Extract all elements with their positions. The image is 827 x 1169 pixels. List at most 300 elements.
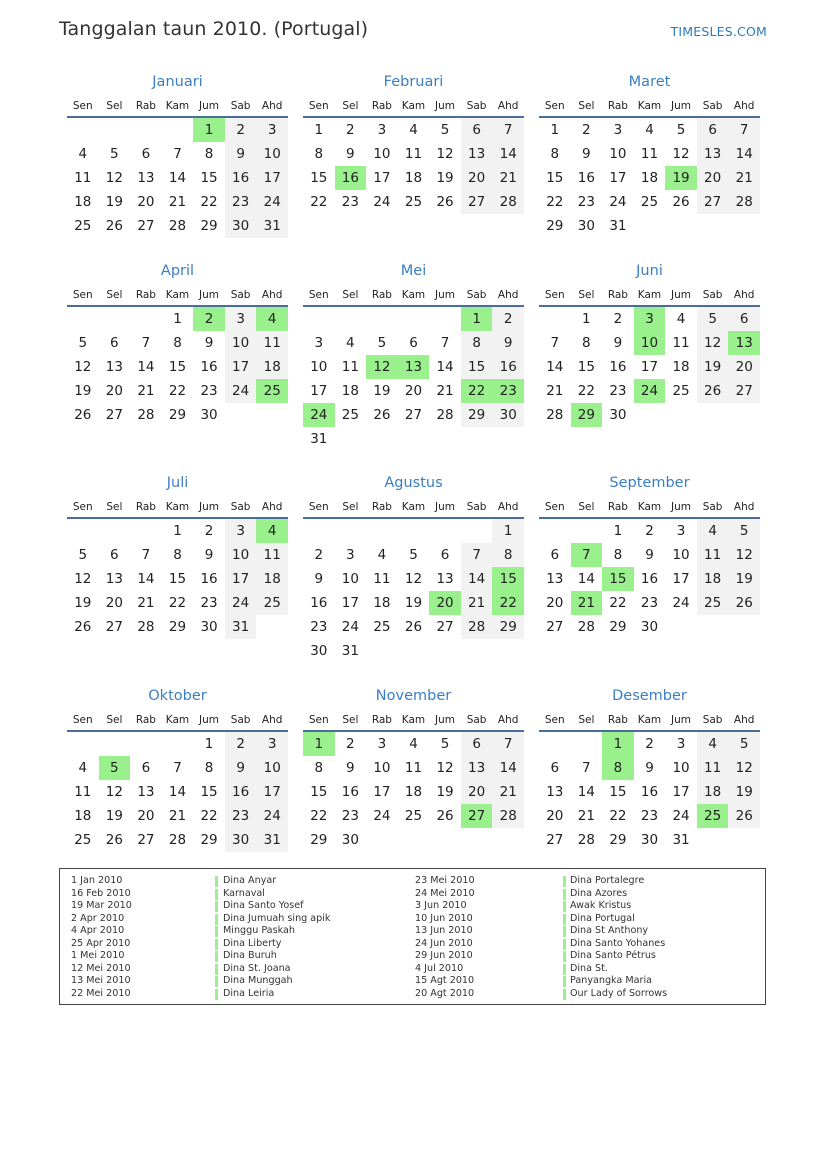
day-cell: 7 [461,543,493,567]
day-cell: 30 [341,832,359,848]
day-cell: 18 [672,359,690,375]
day-cell: 11 [640,146,659,162]
day-cell: 6 [461,732,493,756]
day-cell: 3 [256,732,288,756]
day-cell: 8 [204,146,214,162]
day-cell: 30 [200,407,218,423]
weekday-label: Jum [435,100,456,112]
weekday-label: Rab [371,289,392,301]
legend-marker [215,976,218,987]
day-cell: 18 [256,567,288,591]
day-cell: 29 [310,832,328,848]
weekday-label: Sab [230,714,251,726]
day-cell: 21 [546,383,564,399]
day-cell: 30 [640,619,659,635]
weekday-label: Ahd [261,100,283,112]
day-cell: 12 [728,756,760,780]
legend-date: 1 Jan 2010 [71,875,123,886]
day-cell: 10 [373,146,391,162]
day-cell: 21 [137,383,155,399]
day-cell: 6 [110,335,119,351]
day-cell: 6 [141,146,151,162]
day-cell: 13 [461,756,493,780]
legend-date: 23 Mei 2010 [415,875,475,886]
day-cell: 23 [609,383,627,399]
weekday-label: Jum [671,100,692,112]
weekday-label: Jum [671,289,692,301]
legend-holiday-name: Dina St Anthony [570,925,649,936]
day-cell: 17 [640,359,659,375]
weekday-label: Kam [165,100,190,112]
weekday-label: Sab [466,501,487,513]
day-cell: 22 [609,808,627,824]
weekday-label: Ahd [497,714,519,726]
day-cell: 1 [582,311,591,327]
day-cell: 20 [461,166,493,190]
day-cell: 12 [74,359,92,375]
day-cell-holiday: 20 [429,591,461,615]
day-cell: 29 [168,619,187,635]
day-cell: 15 [168,359,187,375]
day-cell: 20 [728,355,760,379]
legend-marker [215,964,218,975]
weekday-label: Sab [702,501,723,513]
day-cell: 20 [404,383,423,399]
holiday-legend [59,868,766,1005]
day-cell: 30 [200,619,218,635]
legend-holiday-name: Dina Santo Yohanes [570,937,666,949]
day-cell: 7 [440,335,450,351]
legend-marker [215,989,218,1000]
day-cell: 5 [78,547,88,563]
day-cell: 24 [672,595,690,611]
weekday-label: Ahd [733,100,755,112]
weekday-label: Sab [702,100,723,112]
legend-date: 19 Mar 2010 [71,900,132,911]
day-cell: 27 [546,832,564,848]
day-cell-holiday: 13 [728,331,760,355]
day-cell-holiday: 16 [335,166,367,190]
day-cell-holiday: 13 [398,355,430,379]
day-cell: 29 [461,403,493,427]
legend-marker [563,926,566,937]
day-cell: 6 [550,547,560,563]
day-cell: 6 [409,335,418,351]
weekday-label: Sen [544,501,565,513]
legend-marker [563,964,566,975]
day-cell: 1 [204,736,214,752]
day-cell: 7 [141,335,151,351]
day-cell: 27 [105,619,123,635]
day-cell: 9 [225,756,257,780]
day-cell: 20 [137,194,155,210]
day-cell: 7 [492,732,524,756]
day-cell: 9 [225,142,257,166]
day-cell: 14 [461,567,493,591]
day-cell: 18 [74,808,92,824]
day-cell: 9 [346,760,355,776]
day-cell: 14 [492,756,524,780]
legend-marker [215,914,218,925]
day-cell: 20 [137,808,155,824]
day-cell: 31 [341,643,359,659]
day-cell: 15 [200,784,218,800]
day-cell: 21 [492,780,524,804]
legend-date: 29 Jun 2010 [415,950,473,961]
day-cell: 18 [341,383,359,399]
day-cell: 14 [492,142,524,166]
weekday-header [67,289,288,303]
day-cell: 9 [613,335,623,351]
day-cell: 8 [173,547,182,563]
day-cell: 15 [310,170,328,186]
day-cell: 1 [492,519,524,543]
weekday-label: Sen [72,100,93,112]
day-cell: 24 [341,619,359,635]
day-cell: 3 [225,519,257,543]
day-cell-holiday: 1 [193,118,225,142]
day-cell: 26 [728,804,760,828]
day-cell: 19 [697,355,729,379]
day-cell: 23 [225,804,257,828]
day-cell: 23 [225,190,257,214]
weekday-label: Ahd [261,289,283,301]
day-cell: 20 [546,595,564,611]
weekday-label: Sab [466,100,487,112]
day-cell: 14 [168,170,187,186]
day-cell: 17 [341,595,359,611]
day-cell-holiday: 19 [665,166,697,190]
day-cell-holiday: 4 [256,307,288,331]
day-cell-holiday: 12 [366,355,398,379]
legend-holiday-name: Dina Santo Yosef [223,900,304,911]
day-cell: 15 [168,571,187,587]
weekday-label: Sen [72,501,93,513]
day-cell: 17 [256,780,288,804]
day-cell: 14 [577,571,595,587]
weekday-header [539,714,760,728]
legend-marker [563,901,566,912]
day-cell: 16 [640,784,659,800]
weekday-label: Sab [466,714,487,726]
day-cell: 26 [373,407,391,423]
day-cell: 5 [676,122,686,138]
weekday-label: Kam [637,100,662,112]
day-cell: 22 [310,194,328,210]
day-cell: 25 [341,407,359,423]
day-cell: 1 [550,122,560,138]
day-cell: 20 [697,166,729,190]
day-cell: 12 [436,146,454,162]
day-cell: 26 [105,832,123,848]
day-cell: 11 [74,170,92,186]
day-cell: 11 [373,571,391,587]
day-cell: 31 [256,828,288,852]
weekday-label: Rab [135,289,156,301]
day-cell: 11 [672,335,690,351]
day-cell: 23 [200,383,218,399]
month-name: Mei [400,263,427,279]
day-cell: 10 [609,146,627,162]
day-cell: 28 [546,407,564,423]
weekday-header [303,501,524,515]
day-cell-holiday: 25 [256,379,288,403]
legend-date: 12 Mei 2010 [71,962,131,974]
day-cell: 14 [728,142,760,166]
legend-holiday-name: Dina Leiria [223,987,275,999]
weekday-label: Sen [72,289,93,301]
day-cell: 8 [461,331,493,355]
day-cell: 12 [697,331,729,355]
day-cell: 2 [613,311,623,327]
day-cell: 26 [697,379,729,403]
day-cell: 22 [200,194,218,210]
day-cell: 24 [225,591,257,615]
month-name: September [609,475,690,491]
legend-holiday-name: Dina Santo Pétrus [570,950,656,961]
day-cell: 28 [728,190,760,214]
day-cell: 8 [492,543,524,567]
weekday-label: Sen [72,714,93,726]
day-cell: 2 [204,523,214,539]
day-cell: 5 [697,307,729,331]
day-cell-holiday: 23 [492,379,524,403]
day-cell: 20 [105,595,123,611]
day-cell: 31 [225,615,257,639]
day-cell-holiday: 27 [461,804,493,828]
day-cell: 1 [314,122,324,138]
weekday-label: Sen [308,714,329,726]
weekday-label: Rab [607,100,628,112]
legend-date: 13 Jun 2010 [415,925,473,936]
day-cell: 18 [404,784,423,800]
legend-marker [215,901,218,912]
day-cell: 2 [346,736,355,752]
day-cell: 29 [546,218,564,234]
day-cell: 25 [697,591,729,615]
day-cell: 27 [436,619,454,635]
day-cell: 19 [74,383,92,399]
weekday-header [67,100,288,114]
legend-date: 16 Feb 2010 [71,887,131,899]
weekday-label: Sel [578,501,595,513]
weekday-label: Rab [135,501,156,513]
day-cell: 23 [310,619,328,635]
day-cell: 10 [341,571,359,587]
day-cell: 7 [141,547,151,563]
day-cell: 16 [225,166,257,190]
legend-holiday-name: Dina St. [570,962,608,974]
day-cell: 27 [697,190,729,214]
day-cell: 1 [613,523,623,539]
weekday-label: Sel [106,100,123,112]
weekday-label: Kam [401,289,426,301]
day-cell: 20 [546,808,564,824]
day-cell: 4 [409,122,418,138]
weekday-label: Sen [308,289,329,301]
weekday-label: Kam [165,501,190,513]
weekday-label: Rab [607,714,628,726]
day-cell: 4 [346,335,355,351]
month-name: Juni [636,263,663,279]
legend-marker [563,951,566,962]
day-cell: 6 [550,760,560,776]
month-name: Januari [152,74,203,90]
day-cell: 25 [404,808,423,824]
weekday-label: Jum [435,714,456,726]
day-cell: 19 [105,194,123,210]
day-cell: 19 [74,595,92,611]
day-cell: 12 [105,170,123,186]
month-name: November [375,688,452,704]
day-cell: 17 [672,571,690,587]
day-cell-holiday: 29 [571,403,603,427]
day-cell: 26 [672,194,690,210]
day-cell-holiday: 1 [303,732,335,756]
day-cell: 5 [110,146,119,162]
legend-holiday-name: Awak Kristus [570,900,632,911]
day-cell: 27 [137,832,155,848]
day-cell: 14 [577,784,595,800]
day-cell: 12 [436,760,454,776]
day-cell: 13 [546,784,564,800]
day-cell: 29 [200,218,218,234]
day-cell: 26 [436,194,454,210]
weekday-label: Kam [401,714,426,726]
day-cell: 15 [577,359,595,375]
legend-holiday-name: Dina Azores [570,887,628,899]
day-cell: 18 [74,194,92,210]
day-cell: 22 [609,595,627,611]
day-cell: 4 [645,122,654,138]
day-cell: 28 [137,407,155,423]
day-cell: 6 [728,307,760,331]
legend-date: 3 Jun 2010 [415,900,467,911]
day-cell: 15 [546,170,564,186]
weekday-header [303,100,524,114]
legend-holiday-name: Dina Jumuah sing apik [223,912,331,924]
legend-marker [215,939,218,950]
day-cell: 23 [640,808,659,824]
day-cell: 20 [105,383,123,399]
day-cell: 3 [256,118,288,142]
weekday-label: Sel [106,501,123,513]
day-cell-holiday: 24 [634,379,666,403]
weekday-header [539,100,760,114]
day-cell: 2 [314,547,324,563]
weekday-label: Jum [199,714,220,726]
day-cell-holiday: 7 [571,543,603,567]
day-cell: 27 [546,619,564,635]
month-name: Maret [628,74,671,90]
legend-date: 22 Mei 2010 [71,987,131,999]
day-cell: 19 [436,784,454,800]
legend-date: 24 Mei 2010 [415,887,475,899]
weekday-label: Jum [199,501,220,513]
day-cell: 18 [697,780,729,804]
day-cell: 6 [141,760,151,776]
header-divider [303,517,524,519]
day-cell: 21 [577,808,595,824]
day-cell: 7 [550,335,560,351]
day-cell: 16 [310,595,328,611]
legend-date: 2 Apr 2010 [71,912,125,924]
day-cell: 15 [200,170,218,186]
weekday-label: Kam [165,714,190,726]
day-cell: 9 [645,547,654,563]
weekday-label: Jum [671,714,692,726]
day-cell: 10 [256,756,288,780]
day-cell: 13 [436,571,454,587]
weekday-label: Kam [637,289,662,301]
day-cell-holiday: 21 [571,591,603,615]
legend-holiday-name: Dina St. Joana [223,962,291,974]
weekday-label: Sen [308,100,329,112]
day-cell: 12 [404,571,423,587]
day-cell: 21 [168,808,187,824]
weekday-label: Rab [371,714,392,726]
day-cell: 11 [697,756,729,780]
day-cell: 7 [173,146,182,162]
day-cell: 16 [200,359,218,375]
day-cell: 5 [440,736,450,752]
day-cell: 17 [310,383,328,399]
day-cell: 14 [168,784,187,800]
day-cell: 2 [582,122,591,138]
day-cell: 22 [168,383,187,399]
legend-marker [563,914,566,925]
weekday-label: Sel [578,289,595,301]
day-cell: 23 [200,595,218,611]
day-cell: 2 [492,307,524,331]
weekday-header [303,289,524,303]
brand-link[interactable]: TIMESLES.COM [670,24,767,39]
day-cell: 24 [672,808,690,824]
day-cell: 9 [346,146,355,162]
day-cell: 19 [404,595,423,611]
weekday-label: Sel [106,714,123,726]
day-cell: 21 [168,194,187,210]
day-cell: 10 [373,760,391,776]
day-cell: 24 [256,190,288,214]
day-cell: 10 [225,543,257,567]
legend-holiday-name: Dina Buruh [223,950,277,961]
day-cell: 15 [609,784,627,800]
day-cell: 11 [74,784,92,800]
legend-holiday-name: Minggu Paskah [223,925,295,936]
day-cell: 5 [728,732,760,756]
day-cell-holiday: 10 [634,331,666,355]
day-cell: 13 [461,142,493,166]
day-cell: 9 [582,146,591,162]
day-cell: 24 [373,194,391,210]
weekday-label: Sen [544,714,565,726]
day-cell: 29 [168,407,187,423]
day-cell: 24 [256,804,288,828]
day-cell-holiday: 1 [461,307,493,331]
day-cell: 6 [461,118,493,142]
day-cell: 13 [137,784,155,800]
day-cell: 4 [697,732,729,756]
weekday-label: Sab [466,289,487,301]
legend-date: 13 Mei 2010 [71,975,131,986]
day-cell: 24 [373,808,391,824]
day-cell: 3 [346,547,355,563]
weekday-label: Kam [637,501,662,513]
day-cell: 30 [225,214,257,238]
day-cell: 28 [577,619,595,635]
day-cell: 22 [577,383,595,399]
